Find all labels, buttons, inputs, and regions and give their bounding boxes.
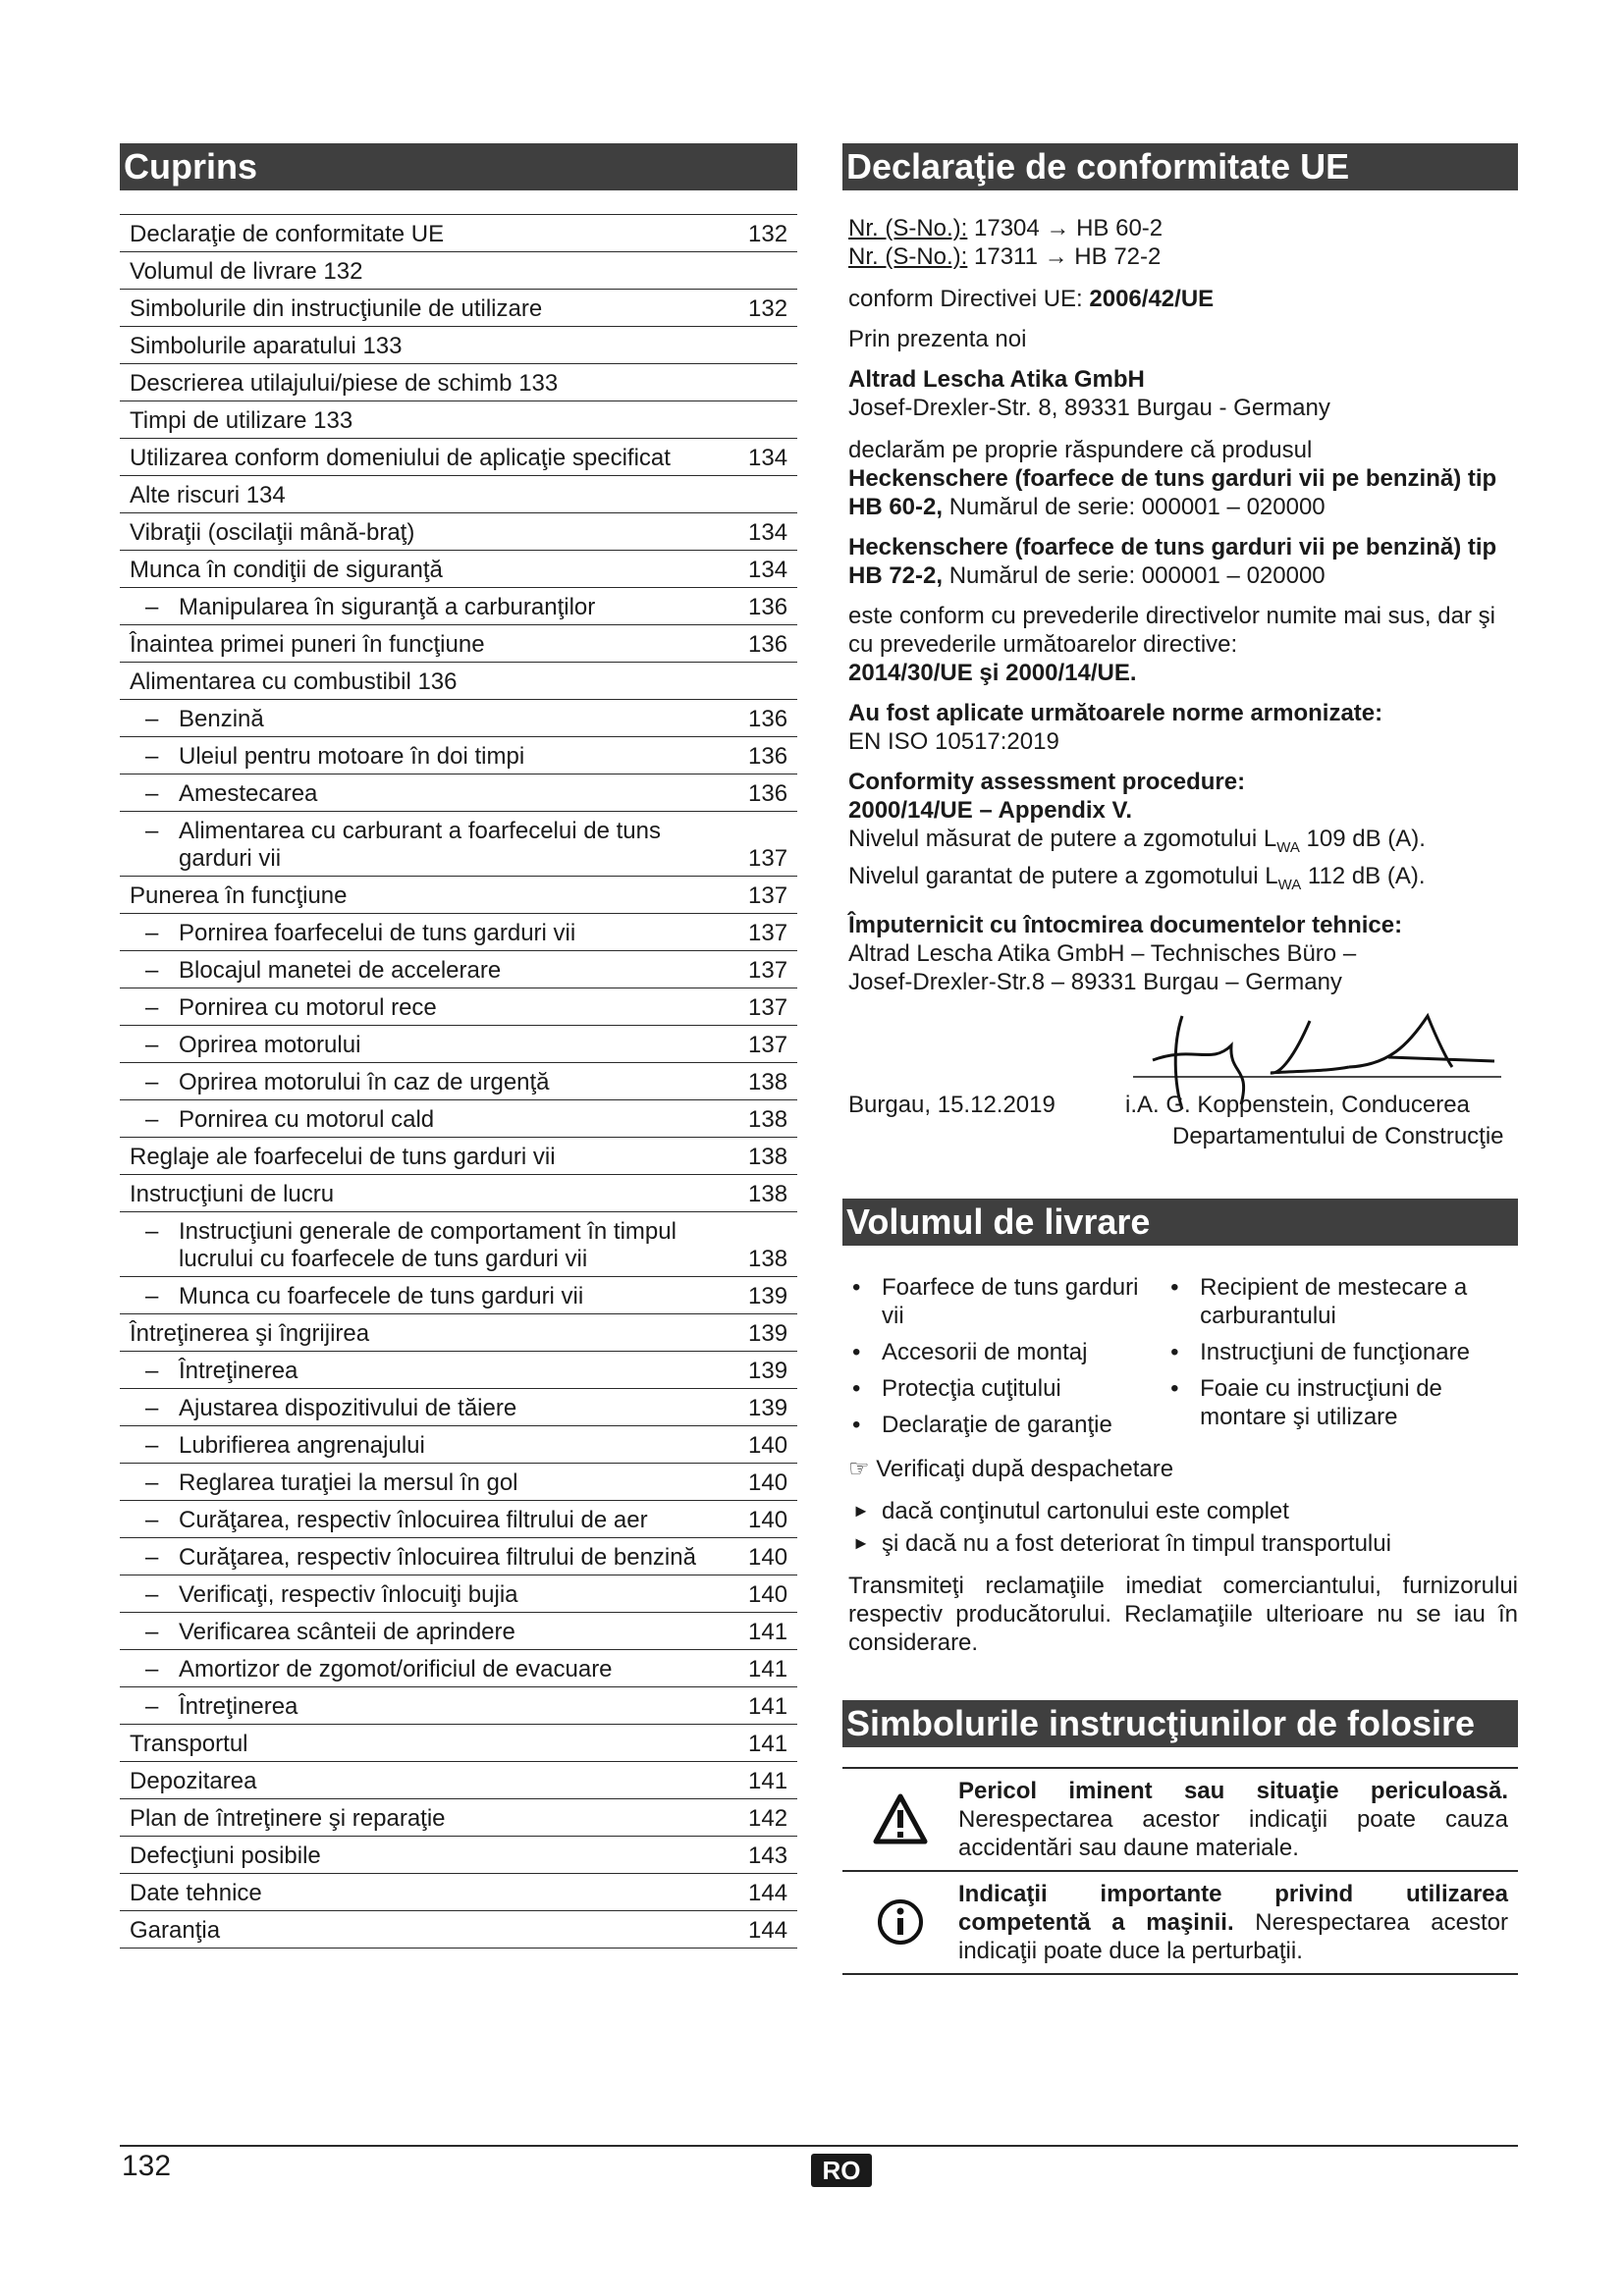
info-icon <box>877 1898 924 1946</box>
signer-name: i.A. G. Koppenstein, Conducerea <box>1125 1091 1470 1118</box>
toc-row <box>120 1799 797 1837</box>
toc-entry-text: – Blocajul manetei de accelerare <box>145 957 502 984</box>
toc-entry-text: – Ajustarea dispozitivului de tăiere <box>145 1395 517 1421</box>
toc-row <box>120 812 797 877</box>
toc-row <box>120 1212 797 1277</box>
toc-row <box>120 1837 797 1874</box>
toc-row <box>120 988 797 1026</box>
toc-row <box>120 290 797 327</box>
toc-entry-text: – Instrucţiuni generale de comportament în timpul lucrului cu foarfecele de tuns garduri vii <box>145 1218 677 1272</box>
symbol-row-danger <box>842 1769 1518 1872</box>
toc-entry-text: Declaraţie de conformitate UE <box>130 221 445 247</box>
delivery-item: • Accesorii de montaj <box>852 1338 1088 1365</box>
directives-block: este conform cu prevederile directivelor numite mai sus, dar şi cu prevederile următoarelor directive: 2014/30/UE şi 2000/14/UE. <box>848 603 1495 686</box>
toc-row <box>120 774 797 812</box>
signature-area <box>848 1006 1518 1149</box>
toc-row <box>120 1100 797 1138</box>
toc-entry-text: Descrierea utilajului/piese de schimb 133 <box>130 370 559 397</box>
warning-icon <box>873 1793 928 1844</box>
toc-entry-text: – Benzină <box>145 706 264 732</box>
toc-page-number: 137 <box>748 882 788 909</box>
toc-page-number: 141 <box>748 1731 788 1757</box>
toc-row <box>120 663 797 700</box>
product-1: declarăm pe proprie răspundere că produsul Heckenschere (foarfece de tuns garduri vii pe benzină) tip HB 60-2, Numărul de serie: 000001 – 020000 <box>848 437 1497 520</box>
serial-line-2: Nr. (S-No.): 17311 → HB 72-2 <box>848 243 1162 270</box>
serial-line-1: Nr. (S-No.): 17304 → HB 60-2 <box>848 215 1164 241</box>
toc-row <box>120 1911 797 1949</box>
toc-row <box>120 513 797 551</box>
toc-entry-text: – Verificaţi, respectiv înlocuiţi bujia <box>145 1581 518 1608</box>
symbols-title: Simbolurile instrucţiunilor de folosire <box>842 1700 1518 1747</box>
toc-row <box>120 1464 797 1501</box>
toc-entry-text: – Pornirea foarfecelui de tuns garduri vii <box>145 920 576 946</box>
pointing-hand-icon: ☞ <box>848 1455 870 1482</box>
toc-page-number: 142 <box>748 1805 788 1832</box>
toc-row <box>120 1501 797 1538</box>
toc-page-number: 132 <box>748 295 788 322</box>
language-badge: RO <box>811 2154 872 2187</box>
signer-department: Departamentului de Construcţie <box>1172 1122 1504 1149</box>
toc-entry-text: – Manipularea în siguranţă a carburanţilor <box>145 594 596 620</box>
toc-entry-text: – Amestecarea <box>145 780 318 807</box>
toc-page-number: 138 <box>748 1069 788 1095</box>
toc-page-number: 134 <box>748 557 788 583</box>
toc-page-number: 137 <box>748 994 788 1021</box>
toc-row <box>120 1874 797 1911</box>
delivery-item: • Declaraţie de garanţie <box>852 1411 1112 1438</box>
toc-row <box>120 1575 797 1613</box>
toc-page-number: 136 <box>748 631 788 658</box>
toc-entry-text: – Curăţarea, respectiv înlocuirea filtrului de benzină <box>145 1544 696 1571</box>
toc-row <box>120 1762 797 1799</box>
toc-row <box>120 252 797 290</box>
toc-entry-text: – Oprirea motorului în caz de urgenţă <box>145 1069 550 1095</box>
toc-row <box>120 1277 797 1314</box>
toc-entry-text: Garanţia <box>130 1917 221 1944</box>
complaint-notice: Transmiteţi reclamaţiile imediat comerciantului, furnizorului respectiv producătorului. Reclamaţiile ulterioare nu se iau în considerare. <box>848 1572 1518 1656</box>
toc-row <box>120 476 797 513</box>
toc-entry-text: – Uleiul pentru motoare în doi timpi <box>145 743 525 770</box>
toc-row <box>120 1725 797 1762</box>
toc-page-number: 141 <box>748 1693 788 1720</box>
check-item: ► şi dacă nu a fost deteriorat în timpul transportului <box>852 1529 1391 1557</box>
delivery-item: • Foarfece de tuns garduri vii <box>852 1273 1139 1329</box>
toc-page-number: 144 <box>748 1880 788 1906</box>
toc-page-number: 136 <box>748 743 788 770</box>
toc-row <box>120 625 797 663</box>
toc-row <box>120 551 797 588</box>
toc-entry-text: Simbolurile aparatului 133 <box>130 333 403 359</box>
toc-column <box>120 143 797 1949</box>
toc-entry-text: Volumul de livrare 132 <box>130 258 363 285</box>
toc-row <box>120 364 797 401</box>
check-item: ► dacă conţinutul cartonului este complet <box>852 1497 1289 1524</box>
delivery-list-1 <box>848 1273 1166 1447</box>
toc-entry-text: Alte riscuri 134 <box>130 482 286 508</box>
toc-entry-text: – Munca cu foarfecele de tuns garduri vii <box>145 1283 584 1309</box>
symbols-table <box>842 1767 1518 1975</box>
toc-entry-text: Transportul <box>130 1731 248 1757</box>
toc-row <box>120 1687 797 1725</box>
toc-entry-text: – Verificarea scânteii de aprindere <box>145 1619 515 1645</box>
toc-row <box>120 1026 797 1063</box>
delivery-item: • Protecţia cuţitului <box>852 1374 1061 1402</box>
toc-page-number: 138 <box>748 1181 788 1207</box>
toc-entry-text: Plan de întreţinere şi reparaţie <box>130 1805 446 1832</box>
toc-page-number: 140 <box>748 1581 788 1608</box>
authorized-block: Împuternicit cu întocmirea documentelor tehnice: Altrad Lescha Atika GmbH – Technisches Büro – Josef-Drexler-Str.8 – 89331 Burgau – Germany <box>848 911 1403 995</box>
toc-list <box>120 214 797 1949</box>
company-block: Altrad Lescha Atika GmbH Josef-Drexler-Str. 8, 89331 Burgau - Germany <box>848 366 1330 421</box>
directive-line: conform Directivei UE: 2006/42/UE <box>848 286 1215 312</box>
delivery-title: Volumul de livrare <box>842 1199 1518 1246</box>
toc-title: Cuprins <box>120 143 797 190</box>
toc-row <box>120 1138 797 1175</box>
page-number: 132 <box>122 2150 172 2182</box>
toc-page-number: 137 <box>748 845 788 872</box>
toc-entry-text: – Oprirea motorului <box>145 1032 361 1058</box>
toc-entry-text: Instrucţiuni de lucru <box>130 1181 335 1207</box>
toc-page-number: 138 <box>748 1246 788 1272</box>
toc-entry-text: – Pornirea cu motorul cald <box>145 1106 435 1133</box>
toc-entry-text: Vibraţii (oscilaţii mână-braţ) <box>130 519 415 546</box>
toc-entry-text: Simbolurile din instrucţiunile de utilizare <box>130 295 543 322</box>
toc-row <box>120 1063 797 1100</box>
toc-row <box>120 951 797 988</box>
toc-row <box>120 1538 797 1575</box>
toc-entry-text: – Alimentarea cu carburant a foarfecelui de tuns garduri vii <box>145 818 661 872</box>
toc-entry-text: Alimentarea cu combustibil 136 <box>130 668 458 695</box>
toc-entry-text: Defecţiuni posibile <box>130 1842 321 1869</box>
toc-row <box>120 737 797 774</box>
toc-row <box>120 877 797 914</box>
toc-page-number: 139 <box>748 1395 788 1421</box>
toc-row <box>120 1175 797 1212</box>
toc-row <box>120 700 797 737</box>
toc-entry-text: – Întreţinerea <box>145 1693 298 1720</box>
toc-page-number: 137 <box>748 957 788 984</box>
toc-page-number: 139 <box>748 1283 788 1309</box>
declaration-body <box>842 214 1518 1149</box>
delivery-list-2 <box>1166 1273 1518 1447</box>
toc-row <box>120 401 797 439</box>
toc-entry-text: Depozitarea <box>130 1768 257 1794</box>
assessment-block: Conformity assessment procedure: 2000/14/UE – Appendix V. Nivelul măsurat de putere a zgomotului $L_{WA}$ 109 dB (A). Nivelul garantat de putere a zgomotului $L_{WA}$ 112 dB (A). <box>848 769 1426 893</box>
info-text: Indicaţii importante privind utilizarea competentă a maşinii. Nerespectarea acestor indicaţii poate duce la perturbaţii. <box>958 1880 1508 1964</box>
toc-entry-text: Utilizarea conform domeniului de aplicaţie specificat <box>130 445 671 471</box>
right-column <box>842 143 1518 1975</box>
toc-row <box>120 439 797 476</box>
toc-page-number: 140 <box>748 1544 788 1571</box>
toc-entry-text: Timpi de utilizare 133 <box>130 407 353 434</box>
check-line: ☞ Verificaţi după despachetare <box>848 1455 1174 1482</box>
toc-page-number: 143 <box>748 1842 788 1869</box>
toc-page-number: 139 <box>748 1358 788 1384</box>
delivery-item: • Foaie cu instrucţiuni de montare şi utilizare <box>1170 1374 1442 1430</box>
toc-row <box>120 914 797 951</box>
norms-block: Au fost aplicate următoarele norme armonizate: EN ISO 10517:2019 <box>848 700 1383 755</box>
toc-row <box>120 1352 797 1389</box>
toc-page-number: 132 <box>748 221 788 247</box>
toc-entry-text: – Curăţarea, respectiv înlocuirea filtrului de aer <box>145 1507 648 1533</box>
toc-page-number: 136 <box>748 706 788 732</box>
toc-page-number: 136 <box>748 594 788 620</box>
check-list <box>848 1497 1518 1558</box>
toc-page-number: 139 <box>748 1320 788 1347</box>
toc-entry-text: – Amortizor de zgomot/orificiul de evacuare <box>145 1656 613 1682</box>
toc-row <box>120 214 797 252</box>
toc-page-number: 144 <box>748 1917 788 1944</box>
toc-page-number: 141 <box>748 1656 788 1682</box>
symbol-row-info <box>842 1872 1518 1975</box>
toc-entry-text: Munca în condiţii de siguranţă <box>130 557 443 583</box>
signature-date: Burgau, 15.12.2019 <box>848 1091 1056 1118</box>
toc-page-number: 140 <box>748 1507 788 1533</box>
toc-row <box>120 1389 797 1426</box>
toc-row <box>120 1613 797 1650</box>
toc-entry-text: – Reglarea turaţiei la mersul în gol <box>145 1469 518 1496</box>
toc-entry-text: Punerea în funcţiune <box>130 882 348 909</box>
toc-page-number: 140 <box>748 1432 788 1459</box>
footer-divider <box>120 2145 1518 2147</box>
toc-page-number: 140 <box>748 1469 788 1496</box>
toc-page-number: 137 <box>748 1032 788 1058</box>
declaration-title: Declaraţie de conformitate UE <box>842 143 1518 190</box>
toc-row <box>120 1314 797 1352</box>
toc-entry-text: – Pornirea cu motorul rece <box>145 994 437 1021</box>
toc-entry-text: – Lubrifierea angrenajului <box>145 1432 425 1459</box>
intro-text: Prin prezenta noi <box>848 326 1027 352</box>
toc-row <box>120 1426 797 1464</box>
toc-page-number: 136 <box>748 780 788 807</box>
toc-page-number: 138 <box>748 1106 788 1133</box>
toc-row <box>120 588 797 625</box>
toc-page-number: 134 <box>748 519 788 546</box>
toc-page-number: 138 <box>748 1144 788 1170</box>
delivery-item: • Instrucţiuni de funcţionare <box>1170 1338 1470 1365</box>
product-2: Heckenschere (foarfece de tuns garduri vii pe benzină) tip HB 72-2, Numărul de serie: 000001 – 020000 <box>848 534 1497 589</box>
delivery-item: • Recipient de mestecare a carburantului <box>1170 1273 1468 1329</box>
toc-entry-text: Întreţinerea şi îngrijirea <box>130 1320 370 1347</box>
toc-row <box>120 327 797 364</box>
toc-page-number: 141 <box>748 1619 788 1645</box>
toc-entry-text: Înaintea primei puneri în funcţiune <box>130 631 485 658</box>
toc-row <box>120 1650 797 1687</box>
toc-entry-text: – Întreţinerea <box>145 1358 298 1384</box>
danger-text: Pericol iminent sau situaţie periculoasă. Nerespectarea acestor indicaţii poate cauza accidentări sau daune materiale. <box>958 1777 1508 1861</box>
delivery-body <box>842 1273 1518 1657</box>
toc-entry-text: Reglaje ale foarfecelui de tuns garduri vii <box>130 1144 556 1170</box>
toc-entry-text: Date tehnice <box>130 1880 262 1906</box>
toc-page-number: 141 <box>748 1768 788 1794</box>
toc-page-number: 137 <box>748 920 788 946</box>
toc-page-number: 134 <box>748 445 788 471</box>
